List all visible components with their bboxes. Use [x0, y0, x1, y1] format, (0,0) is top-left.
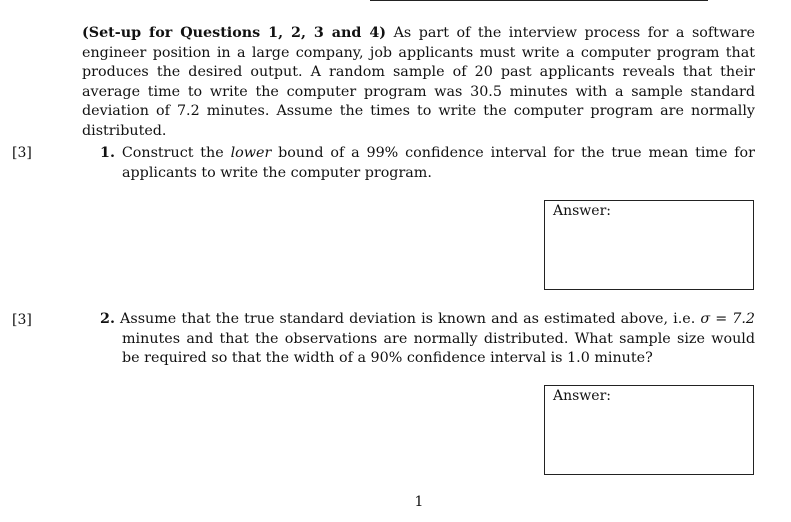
setup-paragraph — [82, 24, 755, 142]
question-1 — [100, 144, 755, 183]
question-1-text-after: bound of a 99% confidence interval for the true mean time for applicants to write the computer program. — [122, 145, 756, 181]
question-1-emphasis: lower — [230, 145, 272, 161]
question-2-marks: [3] — [12, 312, 32, 328]
question-1-text-before: Construct the — [121, 145, 231, 161]
question-2-answer-label: Answer: — [553, 388, 611, 404]
setup-text: As part of the interview process for a software engineer position in a large company, job applicants must write a computer program that produces the desired output. A random sample of 20 past applicants reveals that their average time to write the computer program was 30.5 minutes with a sample standard deviation of 7.2 minutes. Assume the times to write the computer program are normally distributed. — [82, 25, 755, 139]
page-number: 1 — [414, 494, 424, 510]
setup-intro: (Set-up for Questions 1, 2, 3 and 4) — [82, 25, 387, 41]
question-1-answer-label: Answer: — [553, 203, 611, 219]
question-2-text-after: minutes and that the observations are normally distributed. What sample size would be required so that the width of a 90% confidence interval is 1.0 minute? — [122, 330, 755, 367]
question-1-marks: [3] — [12, 145, 32, 161]
question-1-answer-box[interactable] — [544, 200, 754, 290]
question-2 — [100, 310, 755, 369]
top-rule — [370, 0, 708, 1]
question-1-number: 1. — [100, 145, 115, 161]
question-2-text-before: Assume that the true standard deviation is known and as estimated above, i.e. — [120, 311, 701, 327]
question-2-math: σ = 7.2 — [700, 311, 755, 327]
question-2-answer-box[interactable] — [544, 385, 754, 475]
question-2-number: 2. — [100, 311, 115, 327]
